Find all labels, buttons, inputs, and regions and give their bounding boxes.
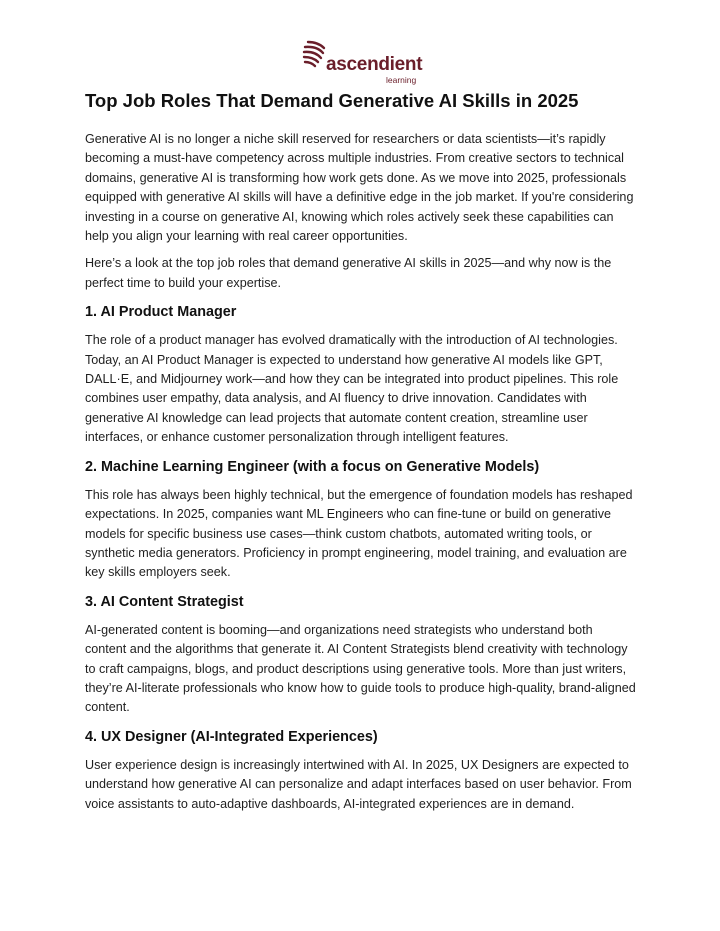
section-heading: 1. AI Product Manager <box>85 304 237 321</box>
document-title: Top Job Roles That Demand Generative AI Skills in 2025 <box>85 90 579 111</box>
section-heading: 2. Machine Learning Engineer (with a focus on Generative Models) <box>85 458 540 475</box>
section-heading: 4. UX Designer (AI-Integrated Experiences) <box>85 728 378 745</box>
section-heading: 3. AI Content Strategist <box>85 593 244 610</box>
document-body <box>85 88 637 822</box>
section-paragraph: AI-generated content is booming—and organizations need strategists who understand both content and the algorithms that generate it. AI Content Strategists blend creativity with technology to craft campaigns, blogs, and product descriptions using generative tools. More than just writers, they’re AI-literate professionals who know how to guide tools to produce high-quality, brand-aligned content. <box>85 622 636 715</box>
section-paragraph: The role of a product manager has evolved dramatically with the introduction of AI technologies. Today, an AI Product Manager is expected to understand how generative AI models like GPT, DALL·E, and Midjourney work—and how they can be integrated into product pipelines. This role combines user empathy, data analysis, and AI fluency to drive innovation. Candidates with generative AI knowledge can lead projects that automate content creation, streamline user interfaces, or enhance customer personalization through intelligent features. <box>85 333 619 445</box>
logo-subtitle: learning <box>386 75 417 85</box>
section-paragraph: User experience design is increasingly intertwined with AI. In 2025, UX Designers are expected to understand how generative AI can personalize and adapt interfaces based on user behavior. From voice assistants to auto-adaptive dashboards, AI-integrated experiences are in demand. <box>85 757 632 811</box>
section-paragraph: This role has always been highly technical, but the emergence of foundation models has reshaped expectations. In 2025, companies want ML Engineers who can fine-tune or build on generative models for specific business use cases—think custom chatbots, automated writing tools, or synthetic media generators. Proficiency in prompt engineering, model training, and evaluation are key skills employers seek. <box>85 487 633 580</box>
intro-paragraph: Generative AI is no longer a niche skill reserved for researchers or data scientists—it’s rapidly becoming a must-have competency across multiple industries. From creative sectors to technical domains, generative AI is transforming how work gets done. As we move into 2025, professionals equipped with generative AI skills will have a definitive edge in the job market. If you're considering investing in a course on generative AI, knowing which roles actively seek these capabilities can help you align your learning with real career opportunities. <box>85 132 634 244</box>
company-logo <box>302 38 422 88</box>
intro-paragraph: Here’s a look at the top job roles that demand generative AI skills in 2025—and why now is the perfect time to build your expertise. <box>85 256 612 290</box>
logo-wordmark: ascendient <box>326 54 423 75</box>
